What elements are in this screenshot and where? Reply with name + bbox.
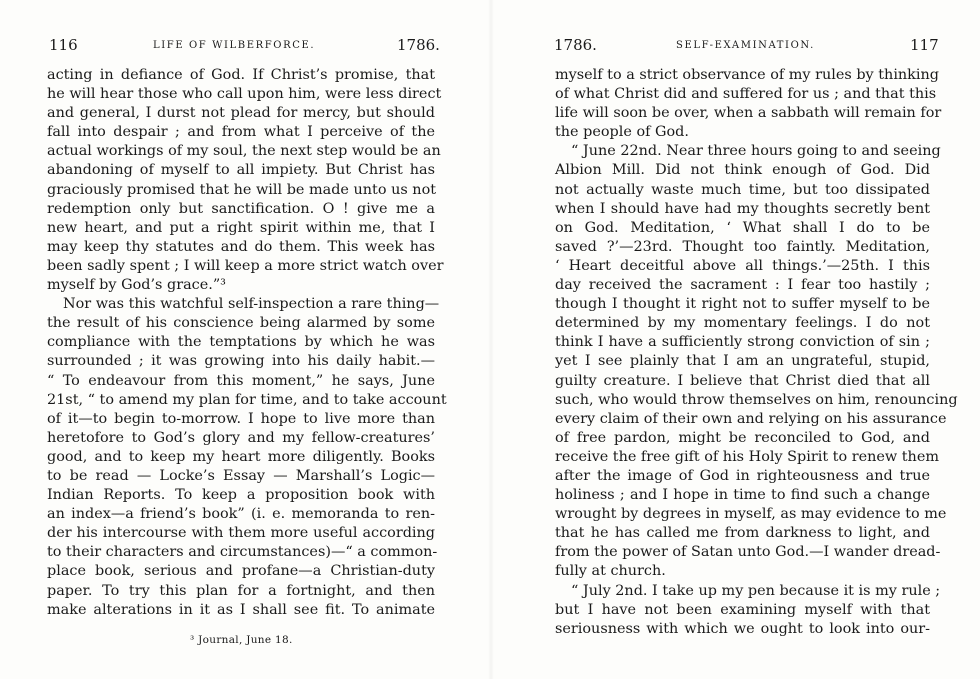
text-line: “ July 2nd. I take up my pen because it is my rule ; [571, 582, 941, 599]
text-line: every claim of their own and relying on his assurance [555, 410, 947, 427]
text-line: der his intercourse with them more useful according [47, 525, 435, 542]
text-line: “ To endeavour from this moment,” he says, June [47, 372, 435, 389]
text-line: though I thought it right not to suffer myself to be [555, 296, 930, 313]
text-line: Nor was this watchful self-inspection a rare thing— [63, 296, 440, 313]
left-running-year: 1786. [397, 36, 440, 54]
text-line: place book, serious and profane—a Christian-duty [47, 563, 435, 580]
right-running-year: 1786. [554, 36, 597, 54]
text-line: he will hear those who call upon him, were less direct [47, 86, 442, 103]
text-line: seriousness with which we ought to look into our- [555, 620, 930, 637]
text-line: determined by my momentary feelings. I do not [555, 315, 930, 332]
text-line: the result of his conscience being alarmed by some [47, 315, 435, 332]
text-line: make alterations in it as I shall see fit. To animate [47, 601, 435, 618]
left-page-number: 116 [49, 36, 78, 54]
text-line: of what Christ did and suffered for us ; and that this [555, 86, 937, 103]
text-line: receive the free gift of his Holy Spirit to renew them [555, 448, 939, 465]
text-line: acting in defiance of God. If Christ’s promise, that [47, 67, 435, 83]
text-line: saved ?’—23rd. Thought too faintly. Meditation, [555, 238, 930, 255]
text-line: Albion Mill. Did not think enough of God. Did [555, 162, 930, 179]
text-line: of free pardon, might be reconciled to God, and [555, 429, 930, 446]
text-line: yet I see plainly that I am an ungrateful, stupid, [555, 353, 930, 370]
right-running-title: SELF-EXAMINATION. [676, 40, 815, 51]
text-line: after the image of God in righteousness and true [555, 467, 930, 484]
text-line: redemption only but sanctification. O ! give me a [47, 200, 435, 217]
text-line: actual workings of my soul, the next step would be an [47, 143, 441, 160]
text-line: new heart, and put a right spirit within me, that I [47, 219, 435, 236]
text-line: the people of God. [555, 124, 689, 141]
text-line: compliance with the temptations by which he was [47, 334, 435, 351]
text-line: from the power of Satan unto God.—I wander dread- [555, 544, 941, 561]
text-line: 21st, “ to amend my plan for time, and to take account [47, 391, 447, 408]
text-line: such, who would throw themselves on him, renouncing [555, 391, 958, 408]
text-line: fully at church. [555, 563, 666, 580]
text-line: fall into despair ; and from what I perceive of the [47, 124, 435, 141]
text-line: guilty creature. I believe that Christ died that all [555, 372, 930, 389]
text-line: graciously promised that he will be made unto us not [47, 181, 437, 198]
text-line: been sadly spent ; I will keep a more strict watch over [47, 257, 444, 274]
text-line: may keep thy statutes and do them. This week has [47, 238, 435, 255]
text-line: of it—to begin to-morrow. I hope to live more than [47, 410, 435, 427]
footnote: ³ Journal, June 18. [190, 634, 293, 646]
text-line: wrought by degrees in myself, as may evidence to me [555, 506, 947, 523]
text-line: “ June 22nd. Near three hours going to and seeing [571, 143, 941, 160]
text-line: Indian Reports. To keep a proposition book with [47, 487, 435, 504]
text-line: an index—a friend’s book” (i. e. memoranda to ren- [47, 506, 435, 523]
right-page [490, 0, 980, 679]
text-line: life will soon be over, when a sabbath will remain for [555, 105, 942, 122]
text-line: that he has called me from darkness to light, and [555, 525, 930, 542]
text-line: and general, I durst not plead for mercy, but should [47, 105, 435, 122]
right-body-text [555, 66, 958, 639]
text-line: but I have not been examining myself with that [555, 601, 930, 618]
right-running-head [554, 34, 939, 56]
text-line: heretofore to God’s glory and my fellow-creatures’ [47, 429, 435, 446]
text-line: abandoning of myself to all impiety. But Christ has [47, 162, 435, 179]
text-line: paper. To try this plan for a fortnight, and then [47, 582, 435, 599]
text-line: to be read — Locke’s Essay — Marshall’s Logic— [47, 467, 435, 484]
left-running-title: LIFE OF WILBERFORCE. [153, 40, 316, 51]
text-line: day received the sacrament : I fear too hastily ; [555, 277, 930, 294]
text-line: myself by God’s grace.”³ [47, 277, 226, 294]
text-line: not actually waste much time, but too dissipated [555, 181, 930, 198]
text-line: ‘ Heart deceitful above all things.’—25th. I this [555, 257, 930, 274]
text-line: to their characters and circumstances)—“ a common- [47, 544, 438, 561]
right-page-number: 117 [910, 36, 939, 54]
text-line: myself to a strict observance of my rules by thinking [555, 67, 939, 83]
text-line: holiness ; and I hope in time to find such a change [555, 487, 930, 504]
text-line: on God. Meditation, ‘ What shall I do to be [555, 219, 930, 236]
text-line: think I have a sufficiently strong conviction of sin ; [555, 334, 930, 351]
text-line: good, and to keep my heart more diligently. Books [47, 448, 435, 465]
text-line: when I should have had my thoughts secretly bent [555, 200, 930, 217]
text-line: surrounded ; it was growing into his daily habit.— [47, 353, 435, 370]
left-body-text [47, 66, 447, 620]
left-running-head [49, 34, 440, 56]
